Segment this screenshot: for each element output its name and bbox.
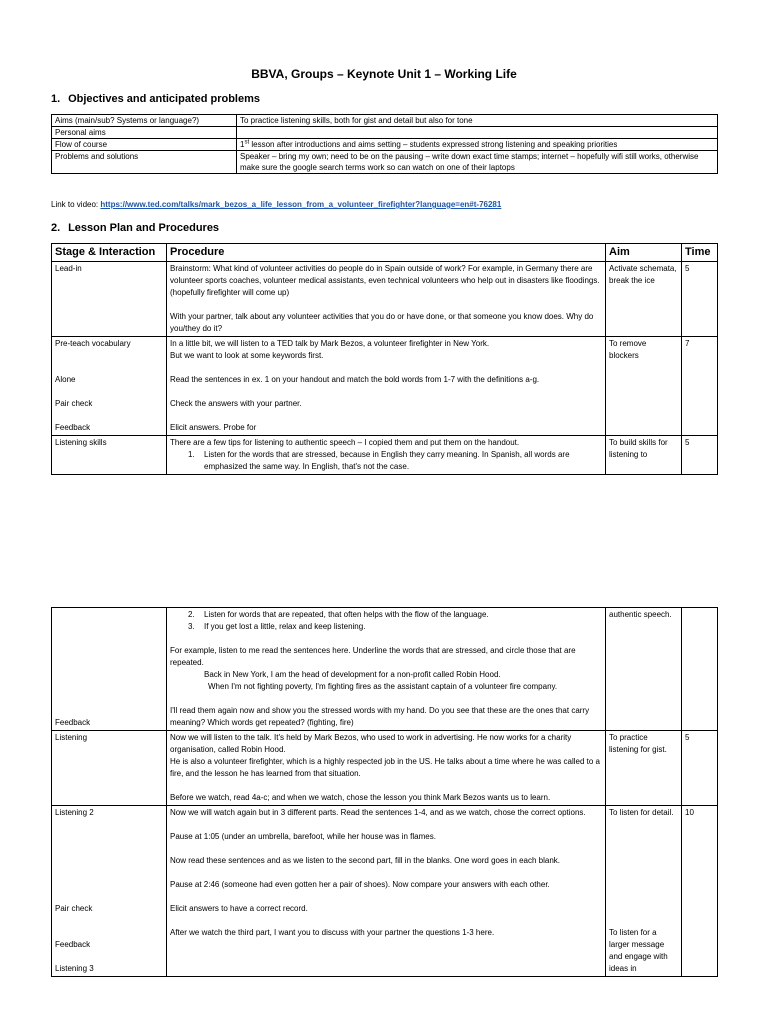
procedure-cell xyxy=(167,337,606,436)
objective-value xyxy=(237,139,718,151)
stage-label: Feedback xyxy=(55,718,91,727)
ordinal-number: 1 xyxy=(240,140,245,149)
list-item xyxy=(188,449,602,473)
section-heading-objectives xyxy=(51,93,260,105)
stage-label: Feedback xyxy=(55,423,91,432)
stage-cell xyxy=(52,262,167,337)
stage-label: Listening xyxy=(55,733,88,742)
objective-value xyxy=(237,127,718,139)
procedure-text: Before we watch, read 4a-c; and when we watch, chose the lesson you think Mark Bezos wants us to learn. xyxy=(170,793,551,802)
aim-cell: Activate schemata, break the ice xyxy=(606,262,682,337)
procedure-cell xyxy=(167,436,606,475)
link-prefix: Link to video: xyxy=(51,200,101,209)
objective-label: Flow of course xyxy=(52,139,237,151)
stage-label: Lead-in xyxy=(55,264,82,273)
stage-label: Listening skills xyxy=(55,438,107,447)
column-header-procedure: Procedure xyxy=(167,244,606,262)
stage-cell xyxy=(52,731,167,806)
list-text: Listen for words that are repeated, that often helps with the flow of the language. xyxy=(204,610,489,619)
procedure-text: With your partner, talk about any volunteer activities that you do or have done, or that someone you know does. Why do you/they do it? xyxy=(170,312,594,333)
procedure-text: In a little bit, we will listen to a TED talk by Mark Bezos, a volunteer firefighter in New York. xyxy=(170,339,490,348)
table-row xyxy=(52,608,718,731)
list-number: 2. xyxy=(188,610,195,619)
aim-text: To listen for detail. xyxy=(609,808,674,817)
objective-value: To practice listening skills, both for gist and detail but also for tone xyxy=(237,115,718,127)
lesson-plan-table xyxy=(51,243,718,475)
time-cell: 5 xyxy=(682,262,718,337)
stage-label: Alone xyxy=(55,375,76,384)
tips-list xyxy=(170,449,602,473)
document-title: BBVA, Groups – Keynote Unit 1 – Working Life xyxy=(251,67,517,81)
procedure-text: Read the sentences in ex. 1 on your handout and match the bold words from 1-7 with the definitions a-g. xyxy=(170,375,540,384)
table-row xyxy=(52,151,718,174)
list-item xyxy=(188,609,602,621)
stage-label: Feedback xyxy=(55,940,91,949)
section-label: Objectives and anticipated problems xyxy=(68,93,261,105)
table-row xyxy=(52,337,718,436)
stage-cell xyxy=(52,806,167,977)
table-row xyxy=(52,806,718,977)
list-text: If you get lost a little, relax and keep listening. xyxy=(204,622,366,631)
objective-value: Speaker – bring my own; need to be on the pausing – write down exact time stamps; internet – hopefully wifi still works, otherwise make sure the google search terms work so can watch on one of their laptops xyxy=(237,151,718,174)
stage-label: Pre-teach vocabulary xyxy=(55,339,131,348)
column-header-stage: Stage & Interaction xyxy=(52,244,167,262)
stage-label: Pair check xyxy=(55,399,93,408)
stage-label: Pair check xyxy=(55,904,93,913)
section-heading-lesson-plan xyxy=(51,222,219,234)
ordinal-suffix: st xyxy=(244,139,250,146)
video-link[interactable]: https://www.ted.com/talks/mark_bezos_a_life_lesson_from_a_volunteer_firefighter?language=en#t-76281 xyxy=(100,200,502,209)
table-row xyxy=(52,127,718,139)
procedure-text: Now we will watch again but in 3 different parts. Read the sentences 1-4, and as we watch, chose the correct options. xyxy=(170,808,586,817)
procedure-text: Pause at 1:05 (under an umbrella, barefoot, while her house was in flames. xyxy=(170,832,436,841)
procedure-text: Check the answers with your partner. xyxy=(170,399,302,408)
list-item xyxy=(188,621,602,633)
time-cell: 10 xyxy=(682,806,718,977)
stage-cell xyxy=(52,337,167,436)
procedure-text: But we want to look at some keywords first. xyxy=(170,351,324,360)
objective-label: Personal aims xyxy=(52,127,237,139)
procedure-cell xyxy=(167,262,606,337)
stage-label: Listening 3 xyxy=(55,964,94,973)
time-cell: 7 xyxy=(682,337,718,436)
column-header-aim: Aim xyxy=(606,244,682,262)
stage-cell xyxy=(52,608,167,731)
lesson-plan-table-continued xyxy=(51,607,718,977)
stage-label: Listening 2 xyxy=(55,808,94,817)
aim-cell: To remove blockers xyxy=(606,337,682,436)
table-header-row xyxy=(52,244,718,262)
table-row xyxy=(52,436,718,475)
procedure-text: Brainstorm: What kind of volunteer activities do people do in Spain outside of work? For example, in Germany there are volunteer sports coaches, volunteer medical assistants, even technical volunteers who help out in disasters like floodings. (hopefully firefighter will come up) xyxy=(170,264,600,297)
procedure-text: He is also a volunteer firefighter, which is a highly respected job in the US. He talks about a time where he was called to a fire, and the lesson he has learned from that situation. xyxy=(170,757,601,778)
time-cell xyxy=(682,608,718,731)
objective-label: Aims (main/sub? Systems or language?) xyxy=(52,115,237,127)
video-link-line xyxy=(51,200,501,209)
procedure-text: After we watch the third part, I want you to discuss with your partner the questions 1-3 here. xyxy=(170,928,495,937)
procedure-text: I'll read them again now and show you the stressed words with my hand. Do you see that these are the ones that carry meaning? Which words get repeated? (fighting, fire) xyxy=(170,706,590,727)
tips-list xyxy=(170,609,602,633)
procedure-cell xyxy=(167,806,606,977)
section-number: 1. xyxy=(51,93,61,105)
stage-cell xyxy=(52,436,167,475)
procedure-text: Now read these sentences and as we listen to the second part, fill in the blanks. One word goes in each blank. xyxy=(170,856,561,865)
table-row xyxy=(52,731,718,806)
procedure-text: Elicit answers. Probe for xyxy=(170,423,257,432)
procedure-cell xyxy=(167,608,606,731)
example-sentence: Back in New York, I am the head of development for a non-profit called Robin Hood. xyxy=(204,670,501,679)
procedure-text: There are a few tips for listening to authentic speech – I copied them and put them on the handout. xyxy=(170,438,520,447)
procedure-cell xyxy=(167,731,606,806)
example-sentence: When I'm not fighting poverty, I'm fighting fires as the assistant captain of a volunteer fire company. xyxy=(208,682,558,691)
table-row xyxy=(52,115,718,127)
aim-cell xyxy=(606,806,682,977)
objective-value-text: lesson after introductions and aims setting – students expressed strong listening and speaking priorities xyxy=(249,140,618,149)
list-number: 1. xyxy=(188,450,195,459)
table-row xyxy=(52,262,718,337)
aim-cell: To build skills for listening to xyxy=(606,436,682,475)
objective-label: Problems and solutions xyxy=(52,151,237,174)
column-header-time: Time xyxy=(682,244,718,262)
section-label: Lesson Plan and Procedures xyxy=(68,222,220,234)
aim-cell: To practice listening for gist. xyxy=(606,731,682,806)
time-cell: 5 xyxy=(682,436,718,475)
procedure-text: Pause at 2:46 (someone had even gotten her a pair of shoes). Now compare your answers with each other. xyxy=(170,880,550,889)
table-row xyxy=(52,139,718,151)
procedure-text: Elicit answers to have a correct record. xyxy=(170,904,308,913)
list-text: Listen for the words that are stressed, because in English they carry meaning. In Spanish, all words are emphasized the same way. In English, that's not the case. xyxy=(204,450,570,471)
list-number: 3. xyxy=(188,622,195,631)
procedure-text: Now we will listen to the talk. It's held by Mark Bezos, who used to work in advertising. He now works for a charity organisation, called Robin Hood. xyxy=(170,733,572,754)
time-cell: 5 xyxy=(682,731,718,806)
objectives-table xyxy=(51,114,718,174)
aim-text: To listen for a larger message and engage with ideas in xyxy=(609,928,668,973)
section-number: 2. xyxy=(51,222,61,234)
aim-cell: authentic speech. xyxy=(606,608,682,731)
procedure-text: For example, listen to me read the sentences here. Underline the words that are stressed, and circle those that are repeated. xyxy=(170,646,576,667)
